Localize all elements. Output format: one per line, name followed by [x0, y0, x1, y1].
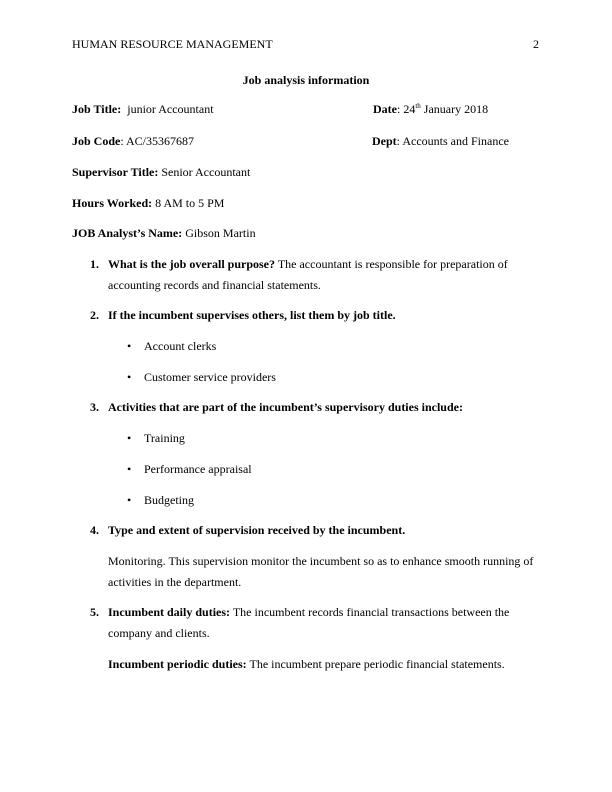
job-title-value: junior Accountant	[127, 102, 214, 116]
date-line	[373, 102, 488, 116]
job-code-value: : AC/35367687	[120, 134, 195, 148]
supervisor-value: Senior Accountant	[161, 165, 251, 179]
item-2-number: 2.	[90, 308, 99, 322]
analyst-line	[72, 226, 256, 240]
running-head: HUMAN RESOURCE MANAGEMENT	[72, 37, 273, 51]
job-code-label: Job Code	[72, 134, 121, 148]
list-item: Account clerks	[144, 339, 217, 353]
item-5-periodic-label: Incumbent periodic duties:	[108, 657, 247, 671]
item-4-answer-line2: activities in the department.	[108, 575, 242, 589]
date-label: Date	[373, 102, 397, 116]
analyst-value: Gibson Martin	[185, 226, 256, 240]
item-3-number: 3.	[90, 400, 99, 414]
job-title-label: Job Title:	[72, 102, 122, 116]
supervisor-label: Supervisor Title:	[72, 165, 159, 179]
item-5-answer-line2: company and clients.	[108, 626, 210, 640]
bullet-icon: •	[127, 339, 132, 353]
item-1-line1	[108, 257, 508, 271]
job-title-line	[72, 102, 214, 116]
item-3-question: Activities that are part of the incumbent’s supervisory duties include:	[108, 400, 463, 414]
dept-line	[372, 134, 509, 148]
date-suffix: th	[415, 102, 421, 110]
item-2-question: If the incumbent supervises others, list them by job title.	[108, 308, 396, 322]
item-4-question: Type and extent of supervision received by the incumbent.	[108, 523, 406, 537]
date-sep: :	[397, 102, 401, 116]
analyst-label: JOB Analyst’s Name:	[72, 226, 183, 240]
dept-label: Dept	[372, 134, 397, 148]
date-rest: January 2018	[423, 102, 489, 116]
hours-line	[72, 196, 224, 210]
item-5-answer: The incumbent records financial transactions between the	[232, 605, 510, 619]
item-1-answer: The accountant is responsible for preparation of	[277, 257, 508, 271]
job-code-line	[72, 134, 194, 148]
supervisor-line	[72, 165, 250, 179]
bullet-icon: •	[127, 431, 132, 445]
item-1-number: 1.	[90, 257, 99, 271]
item-4-number: 4.	[90, 523, 99, 537]
bullet-icon: •	[127, 462, 132, 476]
bullet-icon: •	[127, 493, 132, 507]
item-5-line1	[108, 605, 509, 619]
item-1-answer-line2: accounting records and financial statements.	[108, 278, 321, 292]
list-item: Training	[144, 431, 185, 445]
item-5-periodic-line	[108, 657, 505, 671]
list-item: Customer service providers	[144, 370, 276, 384]
hours-value: 8 AM to 5 PM	[155, 196, 225, 210]
hours-label: Hours Worked:	[72, 196, 153, 210]
list-item: Performance appraisal	[144, 462, 252, 476]
dept-value: : Accounts and Finance	[396, 134, 509, 148]
item-5-question: Incumbent daily duties:	[108, 605, 231, 619]
page-number: 2	[533, 37, 539, 51]
item-5-periodic-value: The incumbent prepare periodic financial statements.	[249, 657, 505, 671]
document-title: Job analysis information	[242, 73, 370, 87]
date-day: 24	[403, 102, 416, 116]
list-item: Budgeting	[144, 493, 194, 507]
bullet-icon: •	[127, 370, 132, 384]
item-5-number: 5.	[90, 605, 99, 619]
item-1-question: What is the job overall purpose?	[108, 257, 276, 271]
item-4-answer-line1: Monitoring. This supervision monitor the incumbent so as to enhance smooth running of	[108, 554, 534, 568]
